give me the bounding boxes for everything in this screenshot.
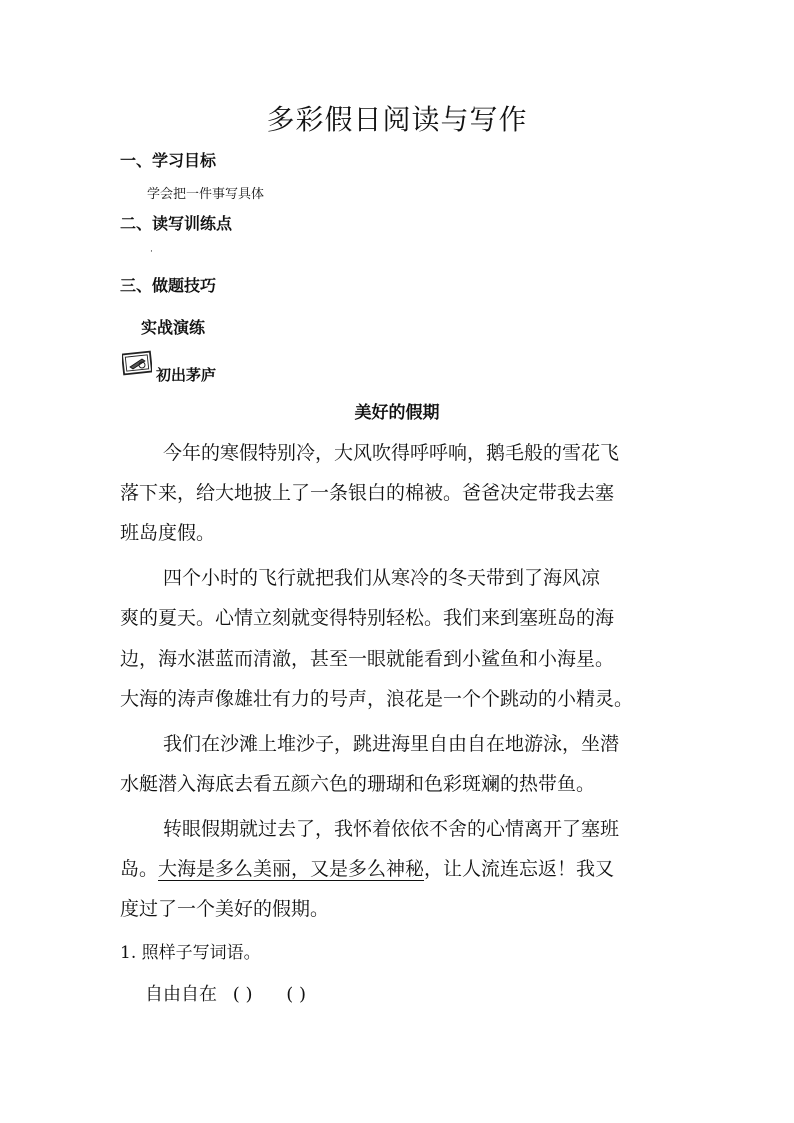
story-line: 转眼假期就过去了，我怀着依依不舍的心情离开了塞班 — [163, 818, 620, 840]
story-line: 落下来，给大地披上了一条银白的棉被。爸爸决定带我去塞 — [120, 482, 615, 504]
story-line — [120, 854, 614, 881]
story-text: 岛。 — [120, 858, 159, 880]
answer-blank-1[interactable]: ( ) — [232, 984, 253, 1005]
story-line: 度过了一个美好的假期。 — [120, 898, 330, 920]
story-line: 爽的夏天。心情立刻就变得特别轻松。我们来到塞班岛的海 — [120, 607, 615, 629]
clipboard-pencil-icon — [122, 350, 152, 376]
practice-heading: 实战演练 — [141, 318, 206, 337]
underlined-sentence: 大海是多么美丽，又是多么神秘 — [158, 858, 425, 880]
example-row — [145, 980, 306, 1006]
story-text: ，让人流连忘返！我又 — [424, 858, 615, 880]
story-line: 水艇潜入海底去看五颜六色的珊瑚和色彩斑斓的热带鱼。 — [120, 773, 596, 795]
answer-blank-2[interactable]: ( ) — [286, 984, 307, 1005]
stage-label: 初出茅庐 — [156, 366, 217, 384]
document-title: 多彩假日阅读与写作 — [266, 103, 528, 136]
story-line: 大海的涛声像雄壮有力的号声，浪花是一个个跳动的小精灵。 — [120, 688, 634, 710]
story-line: 班岛度假。 — [120, 522, 216, 544]
example-word: 自由自在 — [145, 984, 217, 1005]
question-prompt: 1. 照样子写词语。 — [120, 943, 261, 963]
section-heading-goals: 一、学习目标 — [120, 151, 217, 170]
story-line: 四个小时的飞行就把我们从寒冷的冬天带到了海风凉 — [163, 567, 601, 589]
story-line: 边，海水湛蓝而清澈，甚至一眼就能看到小鲨鱼和小海星。 — [120, 648, 615, 670]
section-heading-training: 二、读写训练点 — [120, 214, 233, 233]
story-title: 美好的假期 — [354, 403, 440, 423]
placeholder-dot: · — [150, 247, 153, 257]
section-heading-tips: 三、做题技巧 — [120, 276, 217, 295]
story-line: 今年的寒假特别冷，大风吹得呼呼响，鹅毛般的雪花飞 — [163, 442, 620, 464]
story-line: 我们在沙滩上堆沙子，跳进海里自由自在地游泳，坐潜 — [163, 733, 620, 755]
goal-text: 学会把一件事写具体 — [147, 187, 265, 202]
